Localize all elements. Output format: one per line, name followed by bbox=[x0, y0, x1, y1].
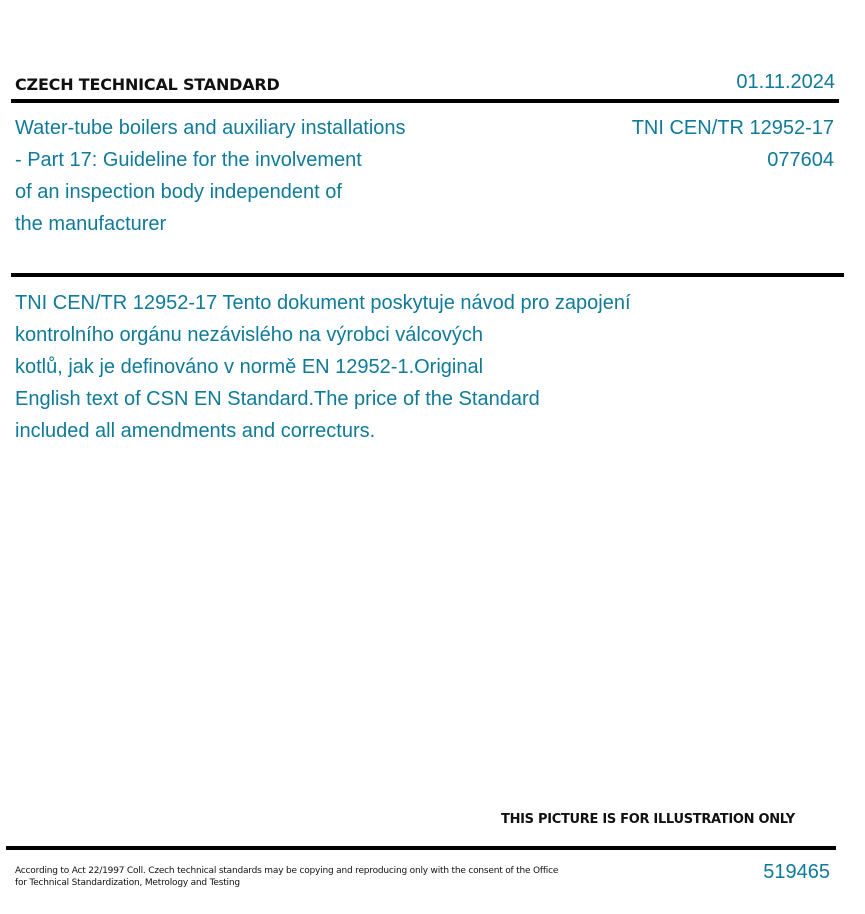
description-line: English text of CSN EN Standard.The price of the Standard bbox=[15, 388, 540, 410]
header-divider bbox=[11, 99, 839, 103]
standard-identifiers bbox=[632, 112, 834, 176]
publication-date: 01.11.2024 bbox=[736, 71, 835, 93]
description-line: kontrolního orgánu nezávislého na výrobci válcových bbox=[15, 324, 484, 346]
legal-notice bbox=[15, 865, 558, 889]
title-line: Water-tube boilers and auxiliary installations bbox=[15, 117, 406, 139]
title-line: the manufacturer bbox=[15, 213, 167, 235]
title-line: of an inspection body independent of bbox=[15, 181, 342, 203]
legal-line: for Technical Standardization, Metrology and Testing bbox=[15, 878, 240, 888]
description-line: kotlů, jak je definováno v normě EN 12952-1.Original bbox=[15, 356, 484, 378]
title-divider bbox=[11, 273, 844, 277]
document-number: 519465 bbox=[763, 861, 830, 883]
description-line: included all amendments and correcturs. bbox=[15, 420, 376, 442]
title-line: - Part 17: Guideline for the involvement bbox=[15, 149, 362, 171]
description-line: TNI CEN/TR 12952-17 Tento dokument poskytuje návod pro zapojení bbox=[15, 292, 631, 314]
illustration-notice: THIS PICTURE IS FOR ILLUSTRATION ONLY bbox=[501, 812, 795, 827]
standard-title bbox=[15, 112, 455, 240]
footer-divider bbox=[6, 846, 836, 850]
standard-description bbox=[15, 287, 715, 447]
standard-code: TNI CEN/TR 12952-17 bbox=[631, 117, 834, 139]
legal-line: According to Act 22/1997 Coll. Czech technical standards may be copying and reproducing only with the consent of the Office bbox=[15, 866, 559, 876]
document-type-label: CZECH TECHNICAL STANDARD bbox=[15, 75, 280, 94]
catalog-number: 077604 bbox=[767, 149, 834, 171]
